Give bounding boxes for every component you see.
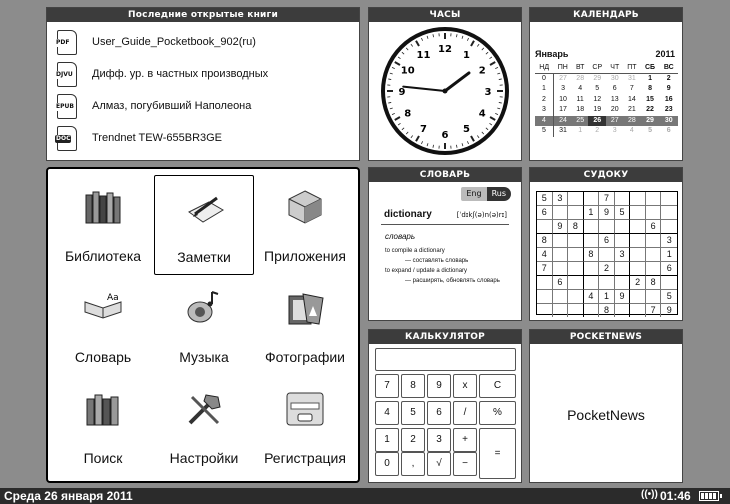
clock-title: ЧАСЫ: [369, 8, 521, 22]
clock-number: 2: [478, 65, 486, 77]
sudoku-cell[interactable]: [615, 304, 631, 317]
calculator-key[interactable]: 3: [427, 428, 451, 452]
calendar-day[interactable]: 11: [576, 95, 584, 103]
sudoku-cell[interactable]: [553, 290, 569, 304]
clock-number: 3: [484, 87, 492, 98]
analog-clock: [369, 22, 521, 160]
calendar-day[interactable]: 22: [646, 106, 654, 114]
calendar-month: Январь: [535, 49, 569, 59]
sudoku-grid: [536, 191, 678, 315]
clock-number: 9: [398, 87, 406, 98]
sudoku-cell[interactable]: [568, 234, 584, 248]
calendar-weekday: СБ: [641, 63, 660, 74]
calendar-day[interactable]: 17: [559, 106, 567, 114]
sudoku-cell[interactable]: [568, 290, 584, 304]
sudoku-cell[interactable]: 9: [599, 206, 615, 220]
calculator-key[interactable]: 1: [375, 428, 399, 452]
calendar-day[interactable]: 19: [593, 106, 602, 114]
sudoku-cell[interactable]: [630, 192, 646, 206]
dictionary-widget[interactable]: [368, 167, 522, 321]
calendar-day[interactable]: 28: [576, 75, 585, 82]
calendar-day[interactable]: 15: [646, 95, 654, 103]
sudoku-cell[interactable]: [630, 262, 646, 276]
divider: [381, 224, 509, 225]
sudoku-cell[interactable]: [599, 276, 615, 290]
app-library[interactable]: [53, 175, 153, 275]
calendar-day[interactable]: 31: [627, 75, 636, 82]
doc-file-icon: DOC: [57, 126, 77, 151]
calendar-day[interactable]: 6: [612, 85, 617, 93]
calendar-weekday: ВТ: [572, 63, 588, 74]
dictionary-transcription: [ˈdɪkʃ(ə)n(ə)rɪ]: [456, 211, 507, 219]
search-books-icon: [83, 389, 123, 429]
sudoku-cell[interactable]: [537, 276, 553, 290]
status-time: 01:46: [660, 489, 691, 503]
dictionary-word: dictionary: [384, 209, 432, 220]
sudoku-cell[interactable]: [568, 248, 584, 262]
sudoku-cell[interactable]: [584, 304, 600, 317]
app-search[interactable]: [53, 377, 153, 477]
app-label: Приложения: [264, 248, 346, 264]
calendar-week-number: 5: [535, 126, 553, 137]
app-registration[interactable]: [255, 377, 355, 477]
sudoku-cell[interactable]: 6: [599, 234, 615, 248]
sudoku-cell[interactable]: [553, 206, 569, 220]
calendar-week-number: 4: [535, 116, 553, 127]
calendar-week-number: 2: [535, 95, 553, 106]
dictionary-title: СЛОВАРЬ: [369, 168, 521, 182]
calculator-key[interactable]: =: [479, 428, 516, 479]
sudoku-cell[interactable]: [568, 304, 584, 317]
sudoku-cell[interactable]: 5: [615, 206, 631, 220]
calendar-day[interactable]: 14: [627, 95, 636, 103]
sudoku-cell[interactable]: 5: [537, 192, 553, 206]
calendar-weekday: ПТ: [623, 63, 640, 74]
app-label: Регистрация: [264, 450, 346, 466]
sudoku-cell[interactable]: 3: [615, 248, 631, 262]
sudoku-cell[interactable]: 6: [553, 276, 569, 290]
clock-widget[interactable]: [368, 7, 522, 161]
sudoku-cell[interactable]: 5: [661, 290, 677, 304]
dictionary-translation: словарь: [385, 232, 416, 241]
pocketnews-text: PocketNews: [567, 407, 645, 423]
calendar-weekday: ЧТ: [606, 63, 623, 74]
calculator-title: КАЛЬКУЛЯТОР: [369, 330, 521, 344]
app-label: Словарь: [74, 349, 132, 365]
calendar-weekday: ПН: [553, 63, 572, 74]
sudoku-cell[interactable]: [646, 262, 662, 276]
sudoku-cell[interactable]: [630, 290, 646, 304]
sudoku-title: СУДОКУ: [530, 168, 682, 182]
calculator-key[interactable]: +: [453, 428, 477, 452]
app-settings[interactable]: [154, 377, 254, 477]
clock-number: 1: [463, 49, 470, 61]
sudoku-cell[interactable]: [568, 192, 584, 206]
calendar-day[interactable]: 4: [578, 85, 583, 93]
sudoku-cell[interactable]: 1: [599, 290, 615, 304]
sudoku-cell[interactable]: [584, 220, 600, 234]
dictionary-book-icon: [83, 288, 123, 328]
app-applications[interactable]: [255, 175, 355, 275]
sudoku-cell[interactable]: 3: [553, 192, 569, 206]
sudoku-cell[interactable]: [646, 192, 662, 206]
sudoku-cell[interactable]: [568, 206, 584, 220]
calculator-key[interactable]: %: [479, 401, 516, 425]
recent-book-item[interactable]: [57, 62, 353, 90]
clock-number: 5: [463, 124, 470, 136]
calendar-day[interactable]: 3: [561, 85, 565, 93]
calendar-year: 2011: [655, 49, 675, 59]
calendar-day[interactable]: 28: [623, 116, 640, 127]
sudoku-cell[interactable]: 2: [599, 262, 615, 276]
clock-number: 12: [438, 44, 452, 55]
calendar-day[interactable]: 29: [593, 75, 602, 82]
dictionary-example: to expand / update a dictionary: [385, 268, 468, 274]
calendar-day[interactable]: 12: [593, 95, 602, 103]
calculator-key[interactable]: 0: [375, 452, 399, 476]
calendar-day[interactable]: 29: [641, 116, 660, 127]
calendar-day[interactable]: 30: [659, 116, 678, 127]
recent-book-title: Алмаз, погубивший Наполеона: [92, 100, 252, 112]
recent-book-title: Trendnet TEW-655BR3GE: [92, 132, 223, 144]
clock-number: 10: [400, 65, 415, 77]
calculator-key[interactable]: 9: [427, 374, 451, 398]
pocketnews-widget[interactable]: [529, 329, 683, 483]
app-dictionary[interactable]: [53, 276, 153, 376]
calendar-week-number: 1: [535, 84, 553, 95]
calendar-day[interactable]: 24: [553, 116, 572, 127]
app-label: Библиотека: [64, 248, 142, 264]
lang-to: Rus: [487, 187, 511, 201]
calendar-day[interactable]: 18: [576, 106, 585, 114]
sudoku-cell[interactable]: [553, 234, 569, 248]
calendar-weekday: СР: [588, 63, 606, 74]
sudoku-cell[interactable]: 7: [599, 192, 615, 206]
calendar-week-number: 3: [535, 105, 553, 116]
calendar-header: [535, 49, 677, 59]
settings-tools-icon: [184, 389, 224, 429]
app-photos[interactable]: [255, 276, 355, 376]
sudoku-cell[interactable]: [646, 290, 662, 304]
sudoku-cell[interactable]: [599, 220, 615, 234]
sudoku-cell[interactable]: [615, 276, 631, 290]
sudoku-cell[interactable]: [646, 248, 662, 262]
recent-book-title: Дифф. ур. в частных производных: [92, 68, 269, 80]
calendar-day[interactable]: 13: [610, 95, 619, 103]
calculator-widget[interactable]: [368, 329, 522, 483]
sudoku-cell[interactable]: 6: [537, 206, 553, 220]
calendar-day[interactable]: 7: [629, 85, 634, 93]
sudoku-cell[interactable]: [630, 220, 646, 234]
calendar-day[interactable]: 2: [595, 127, 600, 135]
calendar-day[interactable]: 21: [627, 106, 636, 114]
sudoku-cell[interactable]: [661, 276, 677, 290]
calculator-key[interactable]: ,: [401, 452, 425, 476]
sudoku-cell[interactable]: [615, 220, 631, 234]
calendar-day[interactable]: 5: [648, 127, 652, 135]
apps-menu: [46, 167, 360, 483]
app-label: Настройки: [169, 450, 239, 466]
film-photo-icon: [285, 288, 325, 328]
sudoku-cell[interactable]: [537, 220, 553, 234]
calendar-day[interactable]: 26: [588, 116, 606, 127]
calendar-day[interactable]: 20: [610, 106, 619, 114]
sudoku-cell[interactable]: 2: [630, 276, 646, 290]
calendar-day[interactable]: 27: [606, 116, 623, 127]
sudoku-cell[interactable]: 8: [568, 220, 584, 234]
sudoku-cell[interactable]: [584, 262, 600, 276]
calendar-day[interactable]: 6: [666, 127, 671, 135]
calendar-day[interactable]: 27: [559, 75, 567, 82]
sudoku-cell[interactable]: 1: [661, 248, 677, 262]
sudoku-cell[interactable]: [615, 192, 631, 206]
status-date: Среда 26 января 2011: [4, 489, 133, 503]
sudoku-cell[interactable]: 3: [661, 234, 677, 248]
books-icon: [83, 187, 123, 227]
clock-number: 7: [420, 124, 427, 136]
sudoku-cell[interactable]: [553, 262, 569, 276]
sudoku-cell[interactable]: 8: [584, 248, 600, 262]
sudoku-cell[interactable]: 7: [646, 304, 662, 317]
sudoku-cell[interactable]: 4: [537, 248, 553, 262]
recent-book-title: User_Guide_Pocketbook_902(ru): [92, 36, 256, 48]
calendar-day[interactable]: 23: [664, 106, 673, 114]
dictionary-example: — расширять, обновлять словарь: [405, 278, 500, 284]
app-label: Заметки: [177, 249, 231, 265]
calculator-key[interactable]: √: [427, 452, 451, 476]
notes-pen-icon: [185, 188, 225, 228]
sudoku-cell[interactable]: 8: [537, 234, 553, 248]
calendar-day[interactable]: 25: [572, 116, 588, 127]
sudoku-cell[interactable]: 9: [666, 305, 672, 315]
app-label: Поиск: [83, 450, 123, 466]
sudoku-cell[interactable]: [553, 248, 569, 262]
clock-number: 11: [416, 49, 431, 61]
sudoku-cell[interactable]: [661, 220, 677, 234]
sudoku-cell[interactable]: [568, 276, 584, 290]
sudoku-cell[interactable]: [630, 248, 646, 262]
sudoku-cell[interactable]: [661, 206, 677, 220]
calendar-day[interactable]: 8: [648, 85, 652, 93]
sudoku-cell[interactable]: [584, 276, 600, 290]
music-speaker-icon: [184, 288, 224, 328]
sudoku-cell[interactable]: [537, 290, 553, 304]
recent-books-panel: [46, 7, 360, 161]
calculator-key[interactable]: 4: [375, 401, 399, 425]
djvu-file-icon: DJVU: [57, 62, 77, 87]
calculator-key[interactable]: 8: [401, 374, 425, 398]
calendar-day[interactable]: 3: [612, 127, 617, 135]
sudoku-cell[interactable]: 6: [646, 220, 662, 234]
app-label: Музыка: [179, 349, 229, 365]
calendar-day[interactable]: 31: [559, 127, 567, 135]
sudoku-cell[interactable]: [615, 234, 631, 248]
calculator-key[interactable]: 7: [375, 374, 399, 398]
recent-book-item[interactable]: [57, 94, 353, 122]
sudoku-cell[interactable]: 9: [553, 220, 569, 234]
registration-key-icon: [285, 389, 325, 429]
calendar-day[interactable]: 1: [578, 127, 583, 135]
sudoku-cell[interactable]: 6: [661, 262, 677, 276]
sudoku-cell[interactable]: [568, 262, 584, 276]
calendar-day[interactable]: 4: [629, 127, 634, 135]
calculator-key[interactable]: x: [453, 374, 477, 398]
recent-book-item[interactable]: [57, 126, 353, 154]
cube-icon: [285, 187, 325, 227]
sudoku-widget[interactable]: [529, 167, 683, 321]
status-bar: [0, 488, 730, 504]
sudoku-cell[interactable]: [646, 206, 662, 220]
sudoku-cell[interactable]: [584, 192, 600, 206]
calendar-grid: [535, 63, 678, 137]
sudoku-cell[interactable]: [630, 304, 646, 317]
epub-file-icon: EPUB: [57, 94, 77, 119]
calendar-day[interactable]: 5: [595, 85, 600, 93]
calendar-day[interactable]: 1: [648, 75, 652, 82]
calendar-day[interactable]: 2: [666, 75, 671, 82]
sudoku-cell[interactable]: [661, 192, 677, 206]
calculator-display: [375, 348, 516, 371]
recent-books-title: Последние открытые книги: [47, 8, 359, 22]
calendar-week-number: 0: [535, 74, 553, 85]
dictionary-example: — составлять словарь: [405, 258, 469, 264]
sudoku-cell[interactable]: 8: [646, 276, 662, 290]
calendar-weekday: ВС: [659, 63, 678, 74]
calculator-key[interactable]: 2: [401, 428, 425, 452]
calendar-weekday: НД: [535, 63, 553, 74]
clock-number: 6: [441, 130, 449, 141]
wifi-icon: ((•)): [641, 489, 658, 500]
calculator-key[interactable]: 5: [401, 401, 425, 425]
sudoku-cell[interactable]: 9: [615, 290, 631, 304]
calculator-key[interactable]: /: [453, 401, 477, 425]
svg-text:Aa: Aa: [107, 293, 119, 303]
sudoku-cell[interactable]: [537, 304, 553, 317]
pocketnews-title: POCKETNEWS: [530, 330, 682, 344]
battery-icon: [699, 491, 719, 501]
calculator-key[interactable]: 6: [427, 401, 451, 425]
clock-number: 8: [404, 108, 412, 120]
recent-book-item[interactable]: [57, 30, 353, 58]
sudoku-cell[interactable]: 4: [584, 290, 600, 304]
sudoku-cell[interactable]: [615, 262, 631, 276]
calculator-key[interactable]: −: [453, 452, 477, 476]
app-notes[interactable]: [154, 175, 254, 275]
app-label: Фотографии: [264, 349, 345, 365]
calendar-title: КАЛЕНДАРЬ: [530, 8, 682, 22]
calendar-widget[interactable]: [529, 7, 683, 161]
sudoku-cell[interactable]: 7: [537, 262, 553, 276]
clock-number: 4: [478, 108, 486, 120]
language-toggle[interactable]: [461, 187, 511, 201]
sudoku-cell[interactable]: [553, 304, 569, 317]
calendar-day[interactable]: 10: [559, 95, 567, 103]
sudoku-cell[interactable]: [630, 234, 646, 248]
sudoku-cell[interactable]: [584, 234, 600, 248]
calendar-day[interactable]: 16: [664, 95, 673, 103]
sudoku-cell[interactable]: [599, 248, 615, 262]
calculator-key[interactable]: C: [479, 374, 516, 398]
sudoku-cell[interactable]: [646, 234, 662, 248]
lang-from: Eng: [461, 187, 486, 201]
sudoku-cell[interactable]: [630, 206, 646, 220]
pdf-file-icon: PDF: [57, 30, 77, 55]
sudoku-cell[interactable]: 8: [599, 304, 615, 317]
dictionary-example: to compile a dictionary: [385, 248, 445, 254]
calendar-day[interactable]: 30: [610, 75, 619, 82]
calendar-day[interactable]: 9: [666, 85, 671, 93]
sudoku-cell[interactable]: 1: [584, 206, 600, 220]
app-music[interactable]: [154, 276, 254, 376]
